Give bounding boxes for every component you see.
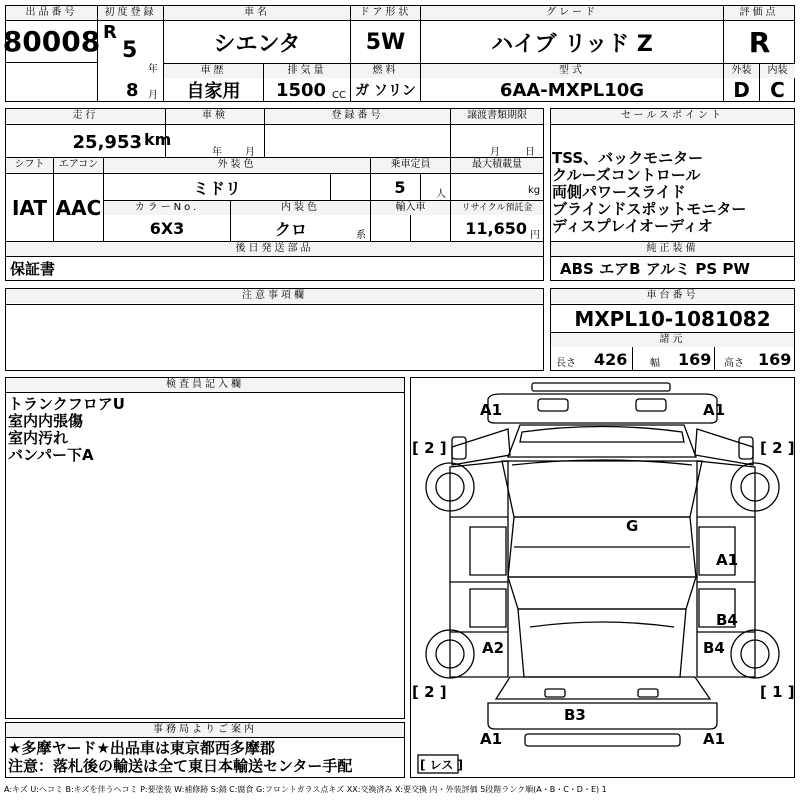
interior-unit: 系: [356, 230, 366, 241]
transfer-label: 譲渡書類期限: [451, 109, 543, 123]
sales-point-item: TSS、バックモニター: [552, 149, 704, 167]
diagram-label-front-left: A1: [480, 401, 503, 419]
sales-point-item: ブラインドスポットモニター: [552, 200, 747, 218]
diagram-label-roof: G: [626, 517, 639, 535]
office-line-2: 注意：落札後の輸送は全て東日本輸送センター手配: [8, 757, 353, 775]
displacement: 1500: [275, 79, 327, 101]
equipment-value: ABS エアB アルミ PS PW: [560, 260, 750, 278]
chassis-number: MXPL10-1081082: [574, 306, 771, 331]
recycle-fee: 11,650: [465, 218, 527, 238]
later-parts-label: 後日発送部品: [6, 242, 543, 256]
exterior-color: ミドリ: [192, 178, 241, 198]
diagram-label-rear-right: A1: [703, 730, 726, 748]
sales-point-item: 両側パワースライド: [552, 183, 686, 201]
later-parts: 保証書: [10, 260, 56, 278]
shift: IAT: [11, 195, 47, 220]
fuel-label: 燃料: [351, 64, 420, 78]
color-no-label: カラーNo.: [104, 201, 230, 215]
notes-label: 注意事項欄: [6, 289, 543, 303]
score: R: [748, 25, 771, 59]
mileage: 25,953: [72, 131, 142, 153]
diagram-label-rear-bumper: B3: [564, 706, 586, 724]
office-line-1: ★多摩ヤード★出品車は東京都西多摩郡: [8, 739, 275, 757]
lot-no-label: 出品番号: [6, 6, 97, 20]
width-label: 幅: [650, 358, 660, 369]
regno-label: 登録番号: [265, 109, 450, 123]
interior-color: クロ: [274, 219, 307, 239]
mileage-label: 走行: [6, 109, 165, 123]
first-reg-era: R: [103, 22, 117, 43]
office-label: 事務局よりご案内: [6, 723, 404, 737]
interior-color-label: 内装色: [231, 201, 370, 215]
capacity: 5: [394, 177, 406, 197]
inspector-line: バンパー下A: [8, 446, 94, 464]
diagram-label-quarter-right: B4: [703, 639, 725, 657]
grade-label: グレード: [421, 6, 723, 20]
model: 6AA-MXPL10G: [499, 79, 645, 101]
recycle-unit: 円: [530, 230, 540, 241]
score-label: 評価点: [724, 6, 794, 20]
car-diagram: [410, 377, 795, 778]
first-reg-year: 5: [122, 38, 138, 63]
inspector-notes: [8, 396, 125, 464]
sales-point-item: クルーズコントロール: [552, 166, 701, 184]
int-label: 内装: [760, 64, 795, 78]
height-label: 高さ: [724, 358, 744, 369]
sales-point-item: ディスプレイオーディオ: [552, 217, 713, 235]
inspector-line: 室内汚れ: [8, 429, 69, 447]
damage-legend: A:キズ U:ヘコミ B:キズを伴うヘコミ P:要塗装 W:補修跡 S:錆 C:腐食 G:フロントガラス点キズ XX:交換済み X:要交換 内・外装評価 5段階ランク順(A・B・C・D・E) 1: [4, 785, 607, 794]
diagram-label-front-right: A1: [703, 401, 726, 419]
diagram-label-tire-rl: [ 2 ]: [412, 683, 447, 701]
diagram-label-quarter-left: A2: [482, 639, 505, 657]
sales-points-list: [552, 150, 746, 235]
color-label: 外装色: [104, 158, 370, 172]
load-unit: kg: [528, 185, 541, 196]
diagram-label-door-right: A1: [716, 551, 739, 569]
model-label: 型式: [421, 64, 723, 78]
displacement-unit: CC: [332, 90, 346, 101]
grade: ハイブ リッド Z: [491, 31, 653, 57]
width-value: 169: [678, 350, 712, 369]
ext-grade: D: [733, 78, 750, 102]
chassis-label: 車台番号: [551, 289, 794, 303]
inspector-label: 検査員記入欄: [6, 378, 404, 392]
month-unit: 月: [148, 90, 158, 101]
door-type: 5W: [365, 29, 406, 55]
fuel: ガ ソリン: [355, 83, 416, 99]
capacity-unit: 人: [436, 189, 446, 200]
lot-number: 80008: [2, 25, 101, 58]
equipment-label: 純正装備: [551, 242, 794, 256]
recycle-label: リサイクル預託金: [451, 201, 543, 215]
displacement-label: 排気量: [264, 64, 350, 78]
diagram-label-tire-rr: [ 1 ]: [760, 683, 795, 701]
shift-label: シフト: [6, 158, 53, 172]
color-no: 6X3: [149, 218, 185, 238]
transfer-month-unit: 月: [490, 147, 500, 158]
import-label: 輸入車: [371, 201, 450, 215]
ac-label: エアコン: [54, 158, 103, 172]
first-reg-label: 初度登録: [98, 6, 163, 20]
car-name-label: 車名: [164, 6, 350, 20]
length-value: 426: [594, 350, 628, 369]
history-label: 車歴: [164, 64, 263, 78]
diagram-label-tire-fr: [ 2 ]: [760, 439, 795, 457]
history: 自家用: [186, 81, 241, 102]
sales-points-label: セールスポイント: [551, 109, 794, 123]
spec-label: 諸元: [551, 333, 794, 347]
year-unit: 年: [148, 64, 158, 75]
inspection-month-unit: 月: [245, 147, 255, 158]
inspector-line: トランクフロアU: [8, 395, 125, 413]
mileage-unit: km: [144, 130, 172, 149]
int-grade: C: [770, 78, 785, 102]
ext-label: 外装: [724, 64, 759, 78]
height-value: 169: [758, 350, 792, 369]
first-reg-month: 8: [126, 80, 139, 101]
diagram-label-spare: [ レス ]: [420, 758, 463, 772]
capacity-label: 乗車定員: [371, 158, 450, 172]
inspection-label: 車検: [166, 109, 264, 123]
diagram-label-rear-right-door: B4: [716, 611, 738, 629]
diagram-label-rear-left: A1: [480, 730, 503, 748]
diagram-label-tire-fl: [ 2 ]: [412, 439, 447, 457]
length-label: 長さ: [556, 358, 576, 369]
inspector-line: 室内内張傷: [8, 412, 84, 430]
ac: AAC: [55, 195, 102, 220]
inspection-year-unit: 年: [212, 147, 222, 158]
load-label: 最大積載量: [451, 158, 543, 172]
car-name: シエンタ: [213, 31, 301, 57]
door-label: ドア形状: [351, 6, 420, 20]
transfer-day-unit: 日: [525, 147, 535, 158]
